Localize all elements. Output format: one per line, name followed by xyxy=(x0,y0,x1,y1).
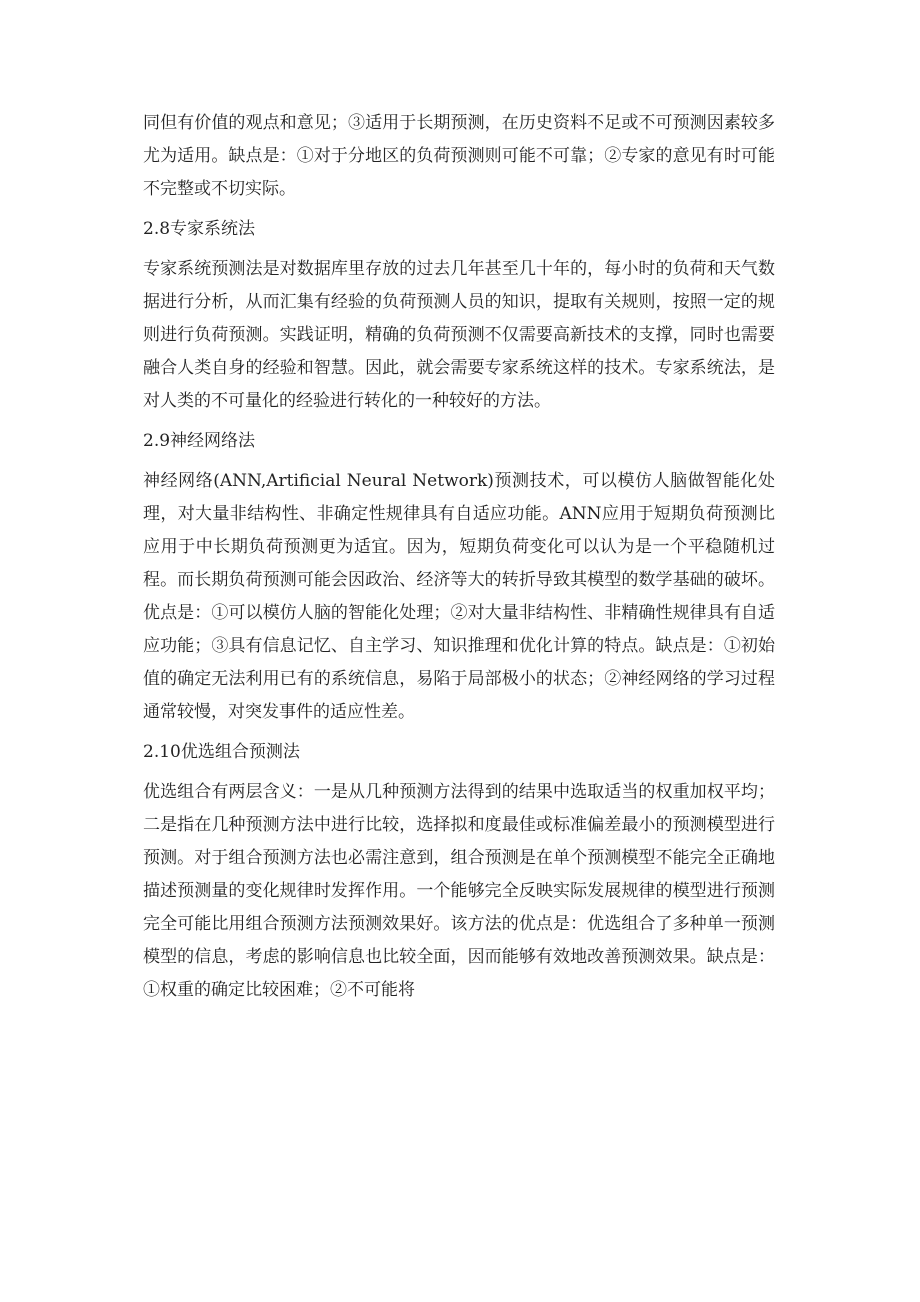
paragraph-combination-forecast: 优选组合有两层含义：一是从几种预测方法得到的结果中选取适当的权重加权平均；二是指在几种预测方法中进行比较，选择拟和度最佳或标准偏差最小的预测模型进行预测。对于组合预测方法也必需注意到，组合预测是在单个预测模型不能完全正确地描述预测量的变化规律时发挥作用。一个能够完全反映实际发展规律的模型进行预测完全可能比用组合预测方法预测效果好。该方法的优点是：优选组合了多种单一预测模型的信息，考虑的影响信息也比较全面，因而能够有效地改善预测效果。缺点是：①权重的确定比较困难；②不可能将 xyxy=(143,782,775,1000)
document-page xyxy=(143,107,775,1007)
paragraph-expert-system: 专家系统预测法是对数据库里存放的过去几年甚至几十年的，每小时的负荷和天气数据进行分析，从而汇集有经验的负荷预测人员的知识，提取有关规则，按照一定的规则进行负荷预测。实践证明，精确的负荷预测不仅需要高新技术的支撑，同时也需要融合人类自身的经验和智慧。因此，就会需要专家系统这样的技术。专家系统法，是对人类的不可量化的经验进行转化的一种较好的方法。 xyxy=(143,259,775,411)
section-heading-2-10: 2.10优选组合预测法 xyxy=(143,742,300,762)
section-heading-2-9: 2.9神经网络法 xyxy=(143,431,256,451)
continued-paragraph: 同但有价值的观点和意见；③适用于长期预测，在历史资料不足或不可预测因素较多尤为适用。缺点是：①对于分地区的负荷预测则可能不可靠；②专家的意见有时可能不完整或不切实际。 xyxy=(143,113,775,199)
section-heading-2-8: 2.8专家系统法 xyxy=(143,219,256,239)
paragraph-neural-network: 神经网络(ANN,Artificial Neural Network)预测技术，可以模仿人脑做智能化处理，对大量非结构性、非确定性规律具有自适应功能。ANN应用于短期负荷预测比应用于中长期负荷预测更为适宜。因为，短期负荷变化可以认为是一个平稳随机过程。而长期负荷预测可能会因政治、经济等大的转折导致其模型的数学基础的破坏。优点是：①可以模仿人脑的智能化处理；②对大量非结构性、非精确性规律具有自适应功能；③具有信息记忆、自主学习、知识推理和优化计算的特点。缺点是：①初始值的确定无法利用已有的系统信息，易陷于局部极小的状态；②神经网络的学习过程通常较慢，对突发事件的适应性差。 xyxy=(143,471,775,722)
